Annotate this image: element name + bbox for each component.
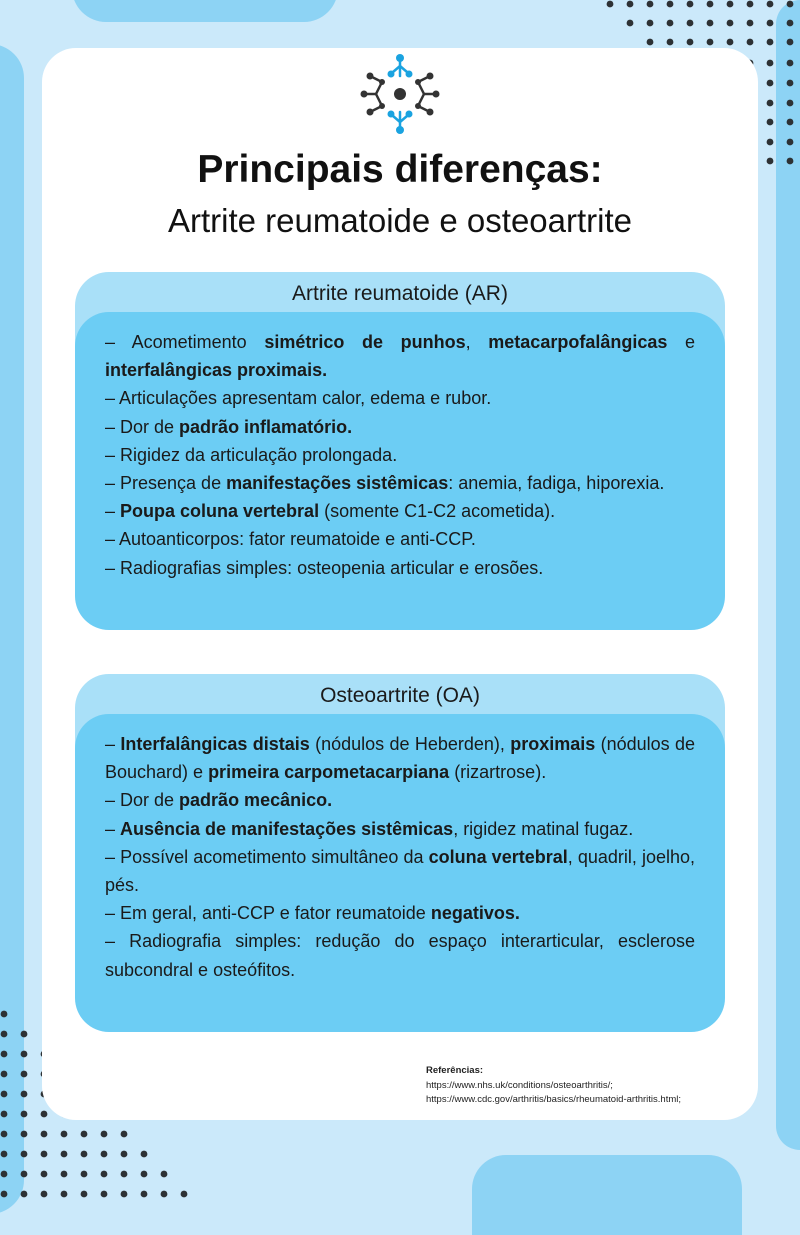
bold-text: metacarpofalângicas bbox=[488, 332, 668, 352]
text: , bbox=[465, 332, 489, 352]
decorative-dot bbox=[667, 39, 674, 46]
bold-text: Ausência de manifestações sistêmicas bbox=[120, 818, 454, 839]
ar-list-item bbox=[105, 384, 695, 412]
decorative-dot bbox=[767, 139, 774, 146]
ar-list-item bbox=[105, 441, 695, 469]
decorative-dot bbox=[1, 1051, 8, 1058]
bold-text: coluna vertebral bbox=[428, 846, 568, 867]
decorative-dot bbox=[767, 80, 774, 87]
decorative-dot bbox=[121, 1151, 128, 1158]
ar-section-body bbox=[75, 312, 725, 630]
oa-list-item bbox=[105, 815, 695, 843]
decorative-dot bbox=[41, 1171, 48, 1178]
decorative-dot bbox=[747, 20, 754, 27]
decorative-dot bbox=[41, 1151, 48, 1158]
decorative-dot bbox=[21, 1111, 28, 1118]
decorative-dot bbox=[61, 1151, 68, 1158]
decorative-dot bbox=[667, 1, 674, 8]
oa-list-item bbox=[105, 786, 695, 814]
decorative-dot bbox=[101, 1151, 108, 1158]
decorative-dot bbox=[627, 1, 634, 8]
text: e bbox=[667, 332, 696, 352]
decorative-dot bbox=[81, 1191, 88, 1198]
decorative-dot bbox=[647, 20, 654, 27]
bold-text: proximais bbox=[510, 734, 596, 754]
decorative-dot bbox=[707, 39, 714, 46]
text: – Radiografia simples: redução do espaço interarticular, esclerose subcondral e osteófitos. bbox=[105, 931, 695, 980]
decorative-dot bbox=[1, 1111, 8, 1118]
decorative-dot bbox=[787, 20, 794, 27]
decorative-dot bbox=[21, 1051, 28, 1058]
decorative-top-shape bbox=[72, 0, 338, 22]
decorative-dot bbox=[747, 1, 754, 8]
decorative-dot bbox=[767, 39, 774, 46]
text: , rigidez matinal fugaz. bbox=[453, 818, 634, 839]
decorative-dot bbox=[21, 1031, 28, 1038]
text: : anemia, fadiga, hiporexia. bbox=[448, 473, 665, 494]
decorative-dot bbox=[707, 1, 714, 8]
oa-list-item bbox=[105, 843, 695, 899]
ar-list-item bbox=[105, 554, 695, 582]
bold-text: interfalângicas proximais. bbox=[105, 360, 328, 381]
bold-text: primeira carpometacarpiana bbox=[208, 762, 450, 783]
decorative-dot bbox=[101, 1171, 108, 1178]
decorative-dot bbox=[81, 1171, 88, 1178]
references-label: Referências: bbox=[426, 1065, 484, 1076]
decorative-dot bbox=[21, 1071, 28, 1078]
decorative-dot bbox=[81, 1131, 88, 1138]
decorative-dot bbox=[1, 1011, 8, 1018]
bold-text: simétrico de punhos bbox=[264, 332, 466, 352]
decorative-dot bbox=[1, 1091, 8, 1098]
decorative-dot bbox=[41, 1131, 48, 1138]
decorative-dot bbox=[767, 119, 774, 126]
text: – Possível acometimento simultâneo da bbox=[105, 846, 429, 867]
reference-link[interactable]: https://www.cdc.gov/arthritis/basics/rheumatoid-arthritis.html; bbox=[426, 1094, 682, 1105]
decorative-dot bbox=[767, 20, 774, 27]
decorative-dot bbox=[707, 20, 714, 27]
decorative-dot bbox=[121, 1191, 128, 1198]
page-subtitle: Artrite reumatoide e osteoartrite bbox=[167, 202, 633, 239]
decorative-dot bbox=[41, 1111, 48, 1118]
decorative-dot bbox=[787, 39, 794, 46]
decorative-dot bbox=[21, 1171, 28, 1178]
decorative-dot bbox=[787, 119, 794, 126]
decorative-dot bbox=[767, 100, 774, 107]
decorative-dot bbox=[41, 1191, 48, 1198]
decorative-dot bbox=[787, 1, 794, 8]
ar-section-header: Artrite reumatoide (AR) bbox=[75, 272, 725, 362]
decorative-dot bbox=[1, 1071, 8, 1078]
references bbox=[426, 1064, 746, 1108]
text: (somente C1-C2 acometida). bbox=[319, 501, 556, 522]
decorative-dot bbox=[1, 1031, 8, 1038]
decorative-dot bbox=[161, 1171, 168, 1178]
bold-text: manifestações sistêmicas bbox=[226, 473, 449, 494]
decorative-dot bbox=[141, 1171, 148, 1178]
ar-list-item bbox=[105, 497, 695, 525]
decorative-bottom-shape bbox=[472, 1155, 742, 1235]
decorative-dot bbox=[787, 100, 794, 107]
decorative-dot bbox=[647, 39, 654, 46]
text: – bbox=[105, 818, 121, 839]
decorative-dot bbox=[787, 60, 794, 67]
decorative-dot bbox=[647, 1, 654, 8]
text: – Rigidez da articulação prolongada. bbox=[105, 444, 398, 465]
ar-list-item bbox=[105, 525, 695, 553]
molecule-network-icon bbox=[360, 52, 440, 136]
oa-list-item bbox=[105, 927, 695, 983]
decorative-dot bbox=[607, 1, 614, 8]
reference-link[interactable]: https://www.nhs.uk/conditions/osteoarthritis/; bbox=[426, 1079, 613, 1091]
decorative-dot bbox=[81, 1151, 88, 1158]
ar-list-item bbox=[105, 328, 695, 384]
decorative-dot bbox=[687, 1, 694, 8]
decorative-dot bbox=[181, 1191, 188, 1198]
decorative-dot bbox=[727, 39, 734, 46]
decorative-dot bbox=[667, 20, 674, 27]
text: – Dor de bbox=[105, 790, 180, 811]
decorative-dot bbox=[101, 1131, 108, 1138]
text: – Autoanticorpos: fator reumatoide e anti-CCP. bbox=[105, 529, 476, 550]
text: – Dor de bbox=[105, 416, 180, 437]
decorative-dot bbox=[101, 1191, 108, 1198]
decorative-dot bbox=[1, 1151, 8, 1158]
bold-text: Interfalângicas distais bbox=[120, 734, 310, 754]
decorative-dot bbox=[747, 39, 754, 46]
decorative-dot bbox=[727, 1, 734, 8]
decorative-dot bbox=[61, 1191, 68, 1198]
text: , quadril, joelho, pés. bbox=[105, 846, 695, 896]
text: – Em geral, anti-CCP e fator reumatoide bbox=[105, 903, 431, 924]
oa-list-item bbox=[105, 730, 695, 786]
decorative-dot bbox=[61, 1131, 68, 1138]
decorative-dot bbox=[687, 39, 694, 46]
bold-text: negativos. bbox=[430, 903, 520, 924]
decorative-dot bbox=[141, 1191, 148, 1198]
ar-list-item bbox=[105, 413, 695, 441]
oa-section-header: Osteoartrite (OA) bbox=[75, 674, 725, 764]
decorative-dot bbox=[1, 1131, 8, 1138]
text: (nódulos de Heberden), bbox=[309, 734, 511, 754]
text: – Acometimento bbox=[105, 332, 265, 352]
oa-list-item bbox=[105, 899, 695, 927]
decorative-dot bbox=[121, 1171, 128, 1178]
decorative-dot bbox=[787, 139, 794, 146]
decorative-dot bbox=[141, 1151, 148, 1158]
bold-text: Poupa coluna vertebral bbox=[120, 501, 320, 522]
ar-list-item bbox=[105, 469, 695, 497]
decorative-dot bbox=[21, 1151, 28, 1158]
decorative-dot bbox=[21, 1091, 28, 1098]
decorative-dot bbox=[687, 20, 694, 27]
decorative-dot bbox=[161, 1191, 168, 1198]
decorative-dot bbox=[727, 20, 734, 27]
text: – bbox=[105, 501, 121, 522]
bold-text: padrão inflamatório. bbox=[179, 416, 353, 437]
decorative-dot bbox=[1, 1171, 8, 1178]
decorative-dot bbox=[767, 1, 774, 8]
oa-section-body bbox=[75, 714, 725, 1032]
decorative-dot bbox=[767, 60, 774, 67]
text: – Radiografias simples: osteopenia articular e erosões. bbox=[105, 557, 544, 578]
decorative-dot bbox=[21, 1191, 28, 1198]
text: (nódulos de Bouchard) e bbox=[105, 734, 695, 783]
decorative-dot bbox=[21, 1131, 28, 1138]
bold-text: padrão mecânico. bbox=[179, 790, 333, 811]
text: (rizartrose). bbox=[449, 762, 547, 783]
decorative-dot bbox=[61, 1171, 68, 1178]
text: – Presença de bbox=[105, 473, 227, 494]
decorative-dot bbox=[627, 20, 634, 27]
text: – bbox=[105, 734, 121, 754]
text: – Articulações apresentam calor, edema e rubor. bbox=[105, 388, 492, 409]
decorative-dot bbox=[121, 1131, 128, 1138]
page-title: Principais diferenças: bbox=[197, 148, 603, 191]
decorative-dot bbox=[1, 1191, 8, 1198]
decorative-dot bbox=[787, 80, 794, 87]
